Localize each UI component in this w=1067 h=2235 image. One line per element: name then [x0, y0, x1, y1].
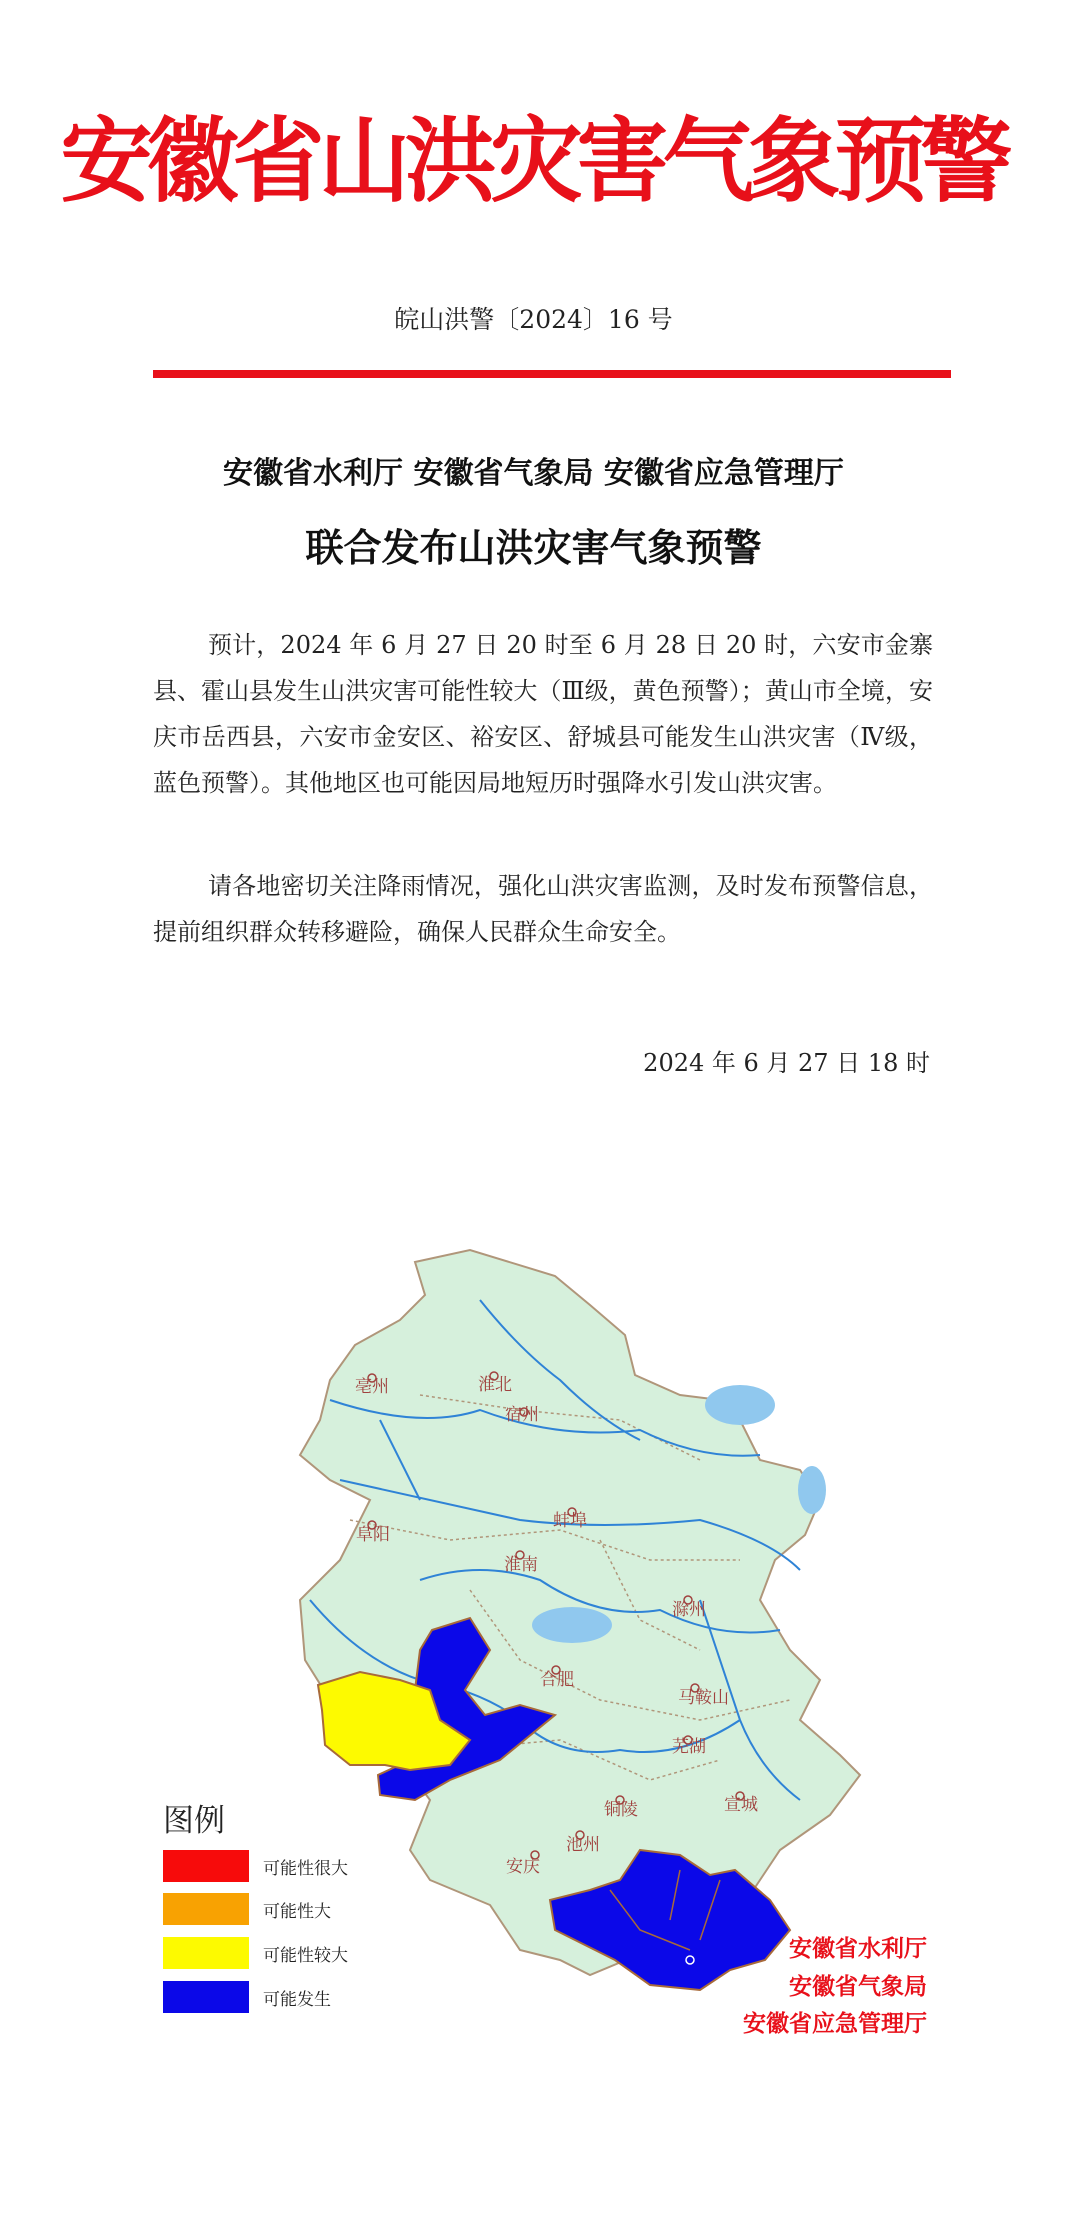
city-label: 芜湖 [672, 1737, 706, 1757]
instruction-paragraph: 请各地密切关注降雨情况，强化山洪灾害监测，及时发布预警信息，提前组织群众转移避险，确保人民群众生命安全。 [153, 872, 933, 946]
chaohu-lake [532, 1607, 612, 1643]
city-label: 铜陵 [604, 1800, 638, 1820]
legend-label: 可能性很大 [263, 1859, 348, 1879]
city-label: 淮北 [478, 1375, 512, 1395]
city-label: 宿州 [505, 1405, 539, 1425]
city-label: 蚌埠 [553, 1511, 587, 1531]
legend-label: 可能性较大 [263, 1946, 348, 1966]
legend-label: 可能发生 [263, 1990, 331, 2010]
legend-swatch-red [163, 1850, 249, 1882]
masthead-title: 安徽省山洪灾害气象预警 [60, 107, 1007, 215]
legend-title: 图例 [163, 1803, 225, 1839]
gaoyou-lake [798, 1466, 826, 1514]
city-label: 淮南 [504, 1555, 538, 1575]
legend-swatch-yellow [163, 1937, 249, 1969]
stamp-water-resources: 安徽省水利厅 [789, 1935, 927, 1962]
city-label: 合肥 [540, 1670, 574, 1690]
warning-subtitle: 联合发布山洪灾害气象预警 [305, 526, 762, 570]
city-label: 滁州 [672, 1600, 706, 1620]
forecast-paragraph: 预计，2024 年 6 月 27 日 20 时至 6 月 28 日 20 时，六安市金寨县、霍山县发生山洪灾害可能性较大（Ⅲ级，黄色预警）；黄山市全境，安庆市岳西县，六安市金安区、裕安区、舒城县可能发生山洪灾害（Ⅳ级，蓝色预警）。其他地区也可能因局地短历时强降水引发山洪灾害。 [153, 631, 933, 797]
legend-swatch-blue [163, 1981, 249, 2013]
issue-date: 2024 年 6 月 27 日 18 时 [643, 1049, 930, 1077]
legend-swatch-orange [163, 1893, 249, 1925]
city-label: 亳州 [355, 1377, 389, 1397]
city-label: 宣城 [724, 1795, 758, 1815]
red-divider [153, 370, 951, 378]
legend-label: 可能性大 [263, 1902, 331, 1922]
hongze-lake [705, 1385, 775, 1425]
stamp-meteorological: 安徽省气象局 [789, 1973, 927, 2000]
city-label: 阜阳 [356, 1525, 390, 1545]
city-label: 安庆 [506, 1857, 540, 1877]
city-label: 马鞍山 [678, 1688, 729, 1708]
stamp-emergency: 安徽省应急管理厅 [743, 2010, 927, 2037]
document-number: 皖山洪警〔2024〕16 号 [394, 305, 673, 334]
issuing-agencies: 安徽省水利厅 安徽省气象局 安徽省应急管理厅 [223, 456, 844, 491]
city-label: 池州 [566, 1835, 600, 1855]
